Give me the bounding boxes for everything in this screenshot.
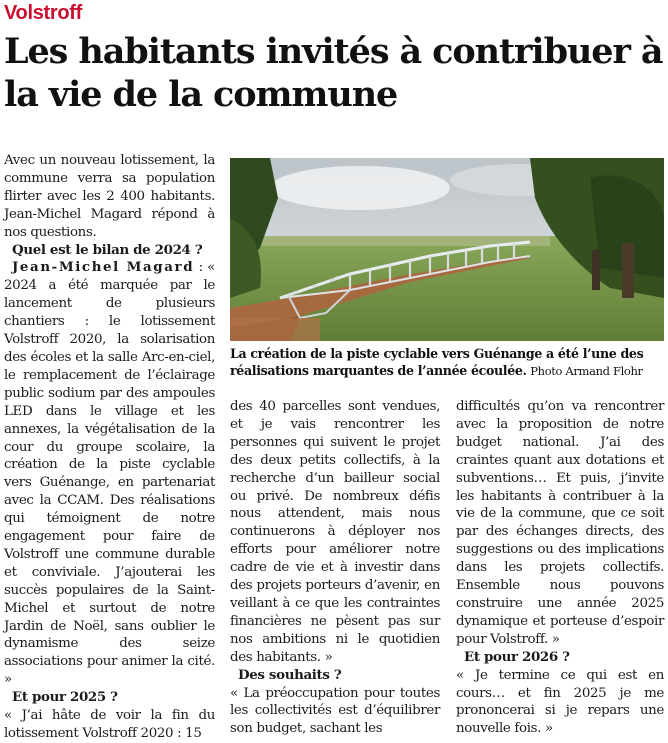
answer-2025-start: « J’ai hâte de voir la fin du lotissement Volstroff 2020 : 15 — [4, 708, 215, 741]
section-kicker: Volstroff — [4, 2, 83, 24]
question-souhaits: Des souhaits ? — [238, 666, 342, 683]
question-bilan-2024: Quel est le bilan de 2024 ? — [12, 241, 203, 258]
article-column-2 — [230, 398, 440, 738]
answer-souhaits-end: difficultés qu’on va rencontrer avec la proposition de notre budget national. J’ai des craintes quant aux dotations et subventions… Et puis, j’invite les habitants à contribuer à la vie de la commune, que ce soit par des échanges directs, des suggestions ou des implications dans les projets collectifs. Ensemble nous pouvons construire une année 2025 dynamique et porteuse d’espoir pour Volstroff. » — [456, 399, 664, 647]
speaker-name: Jean-Michel Magard — [12, 259, 195, 276]
intro-paragraph: Avec un nouveau lotissement, la commune verra sa population flirter avec les 2 400 habitants. Jean-Michel Magard répond à nos questions. — [4, 153, 215, 240]
headline: Les habitants invités à contribuer à la vie de la commune — [4, 31, 663, 115]
question-2026: Et pour 2026 ? — [464, 648, 570, 665]
answer-2025-end: des 40 parcelles sont vendues, et je vais rencontrer les personnes qui suivent le projet des deux petits collectifs, à la recherche d’un bailleur social ou privé. De nombreux défis nous attendent, mais nous continuerons à déployer nos efforts pour améliorer notre cadre de vie et à investir dans des projets porteurs d’avenir, en veillant à ce que les contraintes financières ne pèsent pas sur nos ambitions ni le quotidien des habitants. » — [230, 399, 440, 665]
bridge-photo-illustration — [230, 158, 664, 341]
photo-caption — [230, 345, 664, 380]
article-photo — [230, 158, 664, 341]
article-column-3 — [456, 398, 664, 738]
caption-text: La création de la piste cyclable vers Guénange a été l’une des réalisations marquantes de l’année écoulée. — [230, 346, 644, 378]
article-column-1 — [4, 152, 215, 743]
answer-souhaits-start: « La préoccupation pour toutes les collectivités est d’équilibrer son budget, sachant les — [230, 685, 440, 737]
photo-credit: Photo Armand Flohr — [530, 364, 643, 378]
answer-2026: « Je termine ce qui est en cours… et fin 2025 je me prononcerai si je repars une nouvelle fois. » — [456, 667, 664, 737]
question-2025: Et pour 2025 ? — [12, 689, 118, 706]
answer-bilan-2024 — [4, 259, 215, 689]
answer-text: : « 2024 a été marquée par le lancement de plusieurs chantiers : le lotissement Volstroff 2020, la solarisation des écoles et la salle Arc-en-ciel, le remplacement de l’éclairage public sodium par des ampoules LED dans le village et les annexes, la végétalisation de la cour du groupe scolaire, la création de la piste cyclable vers Guénange, en partenariat avec la CCAM. Des réalisations qui témoignent de notre engagement pour faire de Volstroff une commune durable et conviviale. J’ajouterai les succès populaires de la Saint-Michel et surtout de notre Jardin de Noël, sans oublier le dynamisme des seize associations pour animer la cité. » — [4, 260, 215, 688]
